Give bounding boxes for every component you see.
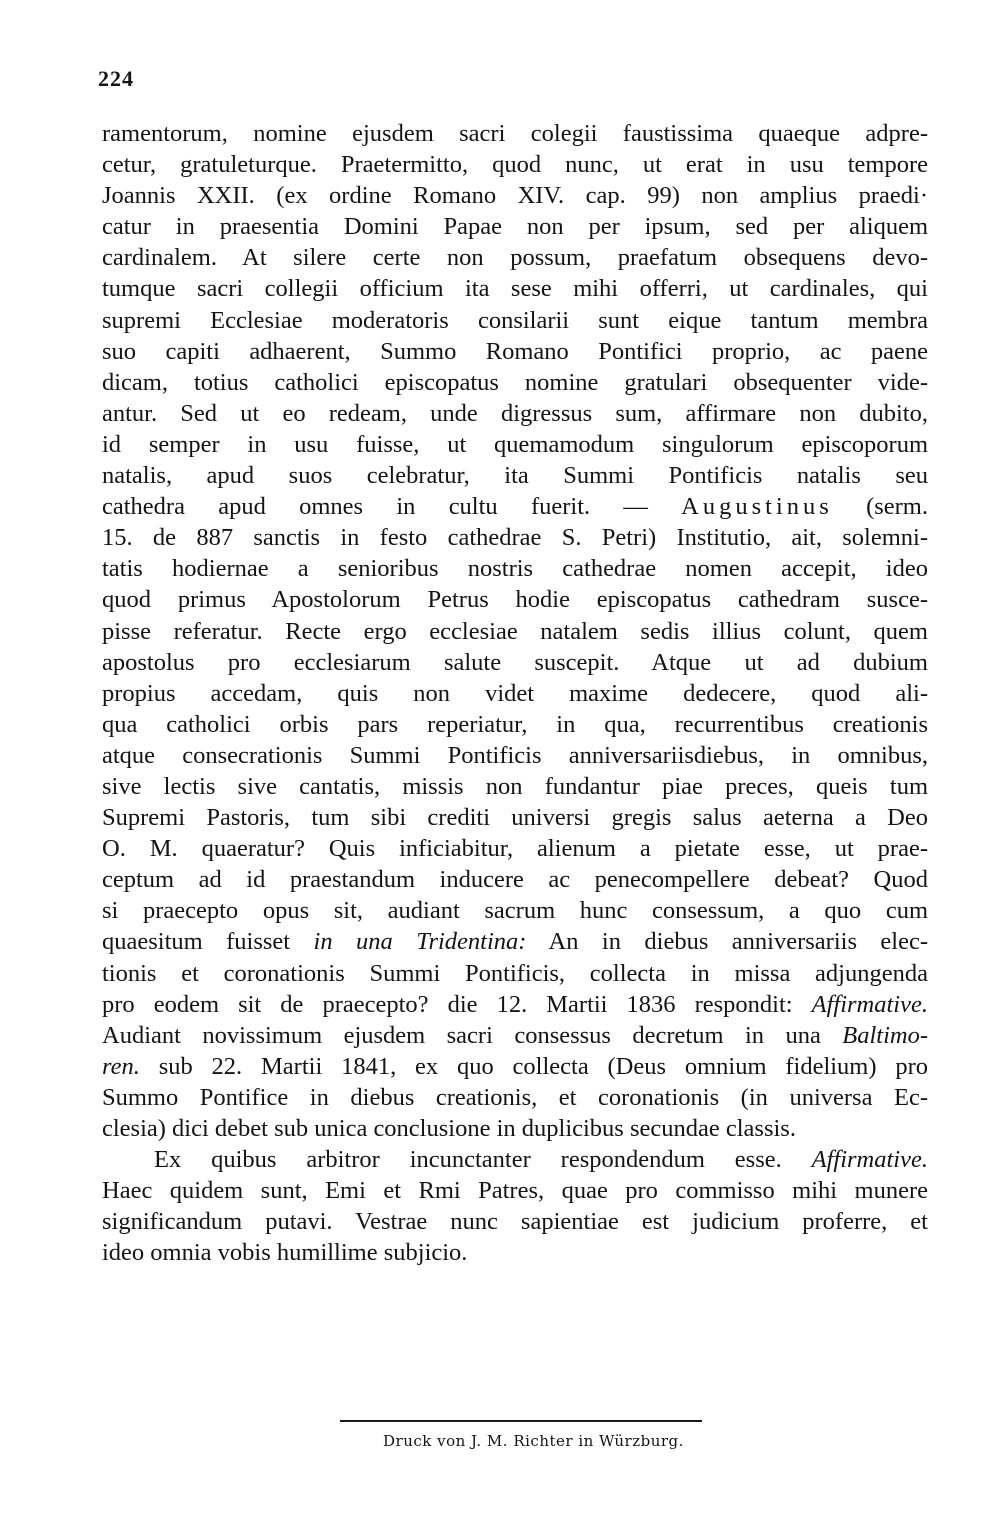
text-segment: Audiant novissimum ejusdem sacri consessus decretum in una [102,1021,843,1049]
text-segment: cathedra apud omnes in cultu fuerit. — [102,493,682,521]
text-line: Haec quidem sunt, Emi et Rmi Patres, quae pro commisso mihi munere [102,1177,928,1205]
text-line [102,1051,928,1082]
text-line [102,491,928,522]
text-line: tatis hodiernae a senioribus nostris cathedrae nomen accepit, ideo [102,555,928,583]
text-segment: (serm. [832,493,928,521]
italic-affirmative: Affirmative. [811,1146,928,1174]
text-line [102,926,928,957]
text-line: tionis et coronationis Summi Pontificis, collecta in missa adjungenda [102,959,928,987]
italic-affirmative: Affirmative. [811,990,928,1018]
text-line [102,1144,928,1175]
text-line: qua catholici orbis pars reperiatur, in qua, recurrentibus creationis [102,710,928,738]
italic-in-una-tridentina: in una Tridentina: [313,928,527,956]
body-text [102,118,928,1268]
text-segment: Ex quibus arbitror incunctanter respondendum esse. [154,1146,812,1174]
text-line: ceptum ad id praestandum inducere ac penecompellere debeat? Quod [102,866,928,894]
text-line: pisse referatur. Recte ergo ecclesiae natalem sedis illius colunt, quem [102,617,928,645]
text-line: cetur, gratuleturque. Praetermitto, quod nunc, ut erat in usu tempore [102,151,928,179]
text-line: atque consecrationis Summi Pontificis anniversariisdiebus, in omnibus, [102,741,928,769]
text-line [102,1020,928,1051]
text-line: Summo Pontifice in diebus creationis, et coronationis (in universa Ec- [102,1083,928,1111]
text-line [102,989,928,1020]
text-segment: sub 22. Martii 1841, ex quo collecta (Deus omnium fidelium) pro [158,1052,929,1080]
text-line: quod primus Apostolorum Petrus hodie episcopatus cathedram susce- [102,586,928,614]
text-line: cardinalem. At silere certe non possum, praefatum obsequens devo- [102,244,928,272]
text-segment: pro eodem sit de praecepto? die 12. Martii 1836 respondit: [102,990,812,1018]
text-line: catur in praesentia Domini Papae non per ipsum, sed per aliquem [102,213,928,241]
text-line: Joannis XXII. (ex ordine Romano XIV. cap. 99) non amplius praedi· [102,182,928,210]
text-segment: An in diebus anniversariis elec- [526,928,928,956]
text-line: suo capiti adhaerent, Summo Romano Pontifici proprio, ac paene [102,337,928,365]
printer-credit: Druck von J. M. Richter in Würzburg. [383,1432,684,1450]
author-name-augustinus: Augustinus [681,493,833,521]
text-line: antur. Sed ut eo redeam, unde digressus sum, affirmare non dubito, [102,399,928,427]
text-line: sive lectis sive cantatis, missis non fundantur piae preces, queis tum [102,772,928,800]
text-line: si praecepto opus sit, audiant sacrum hunc consessum, a quo cum [102,897,928,925]
text-segment: quaesitum fuisset [102,928,314,956]
text-line: supremi Ecclesiae moderatoris consilarii sunt eique tantum membra [102,306,928,334]
text-line: natalis, apud suos celebratur, ita Summi Pontificis natalis seu [102,462,928,490]
text-line: ramentorum, nomine ejusdem sacri colegii faustissima quaeque adpre- [102,120,928,147]
page-number: 224 [98,66,134,91]
text-line: clesia) dici debet sub unica conclusione in duplicibus secundae classis. [102,1115,796,1142]
text-line: significandum putavi. Vestrae nunc sapientiae est judicium proferre, et [102,1208,928,1236]
italic-baltimo: Baltimo- [842,1021,928,1049]
text-line: dicam, totius catholici episcopatus nomine gratulari obsequenter vide- [102,368,928,396]
text-line: O. M. quaeratur? Quis inficiabitur, alienum a pietate esse, ut prae- [102,835,928,863]
text-line: ideo omnia vobis humillime subjicio. [102,1239,468,1267]
footer-divider [340,1420,702,1422]
italic-ren: ren. [102,1052,140,1080]
text-line: 15. de 887 sanctis in festo cathedrae S. Petri) Institutio, ait, solemni- [102,524,928,552]
text-line: apostolus pro ecclesiarum salute suscepit. Atque ut ad dubium [102,648,928,676]
text-line: Supremi Pastoris, tum sibi crediti universi gregis salus aeterna a Deo [102,804,928,832]
text-line: tumque sacri collegii officium ita sese mihi offerri, ut cardinales, qui [102,275,928,303]
text-line: propius accedam, quis non videt maxime dedecere, quod ali- [102,679,928,707]
text-line: id semper in usu fuisse, ut quemamodum singulorum episcoporum [102,430,928,458]
